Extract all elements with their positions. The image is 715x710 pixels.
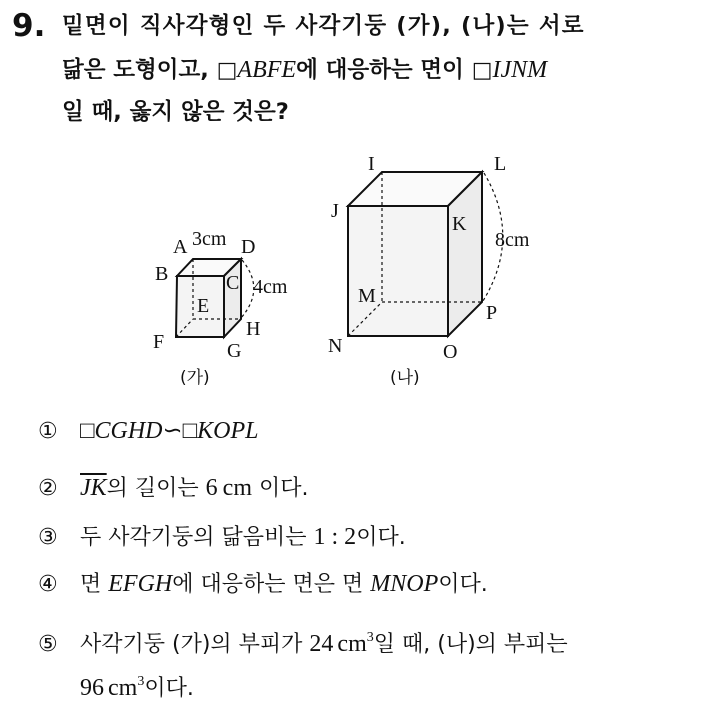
option-2-unit: cm	[222, 475, 252, 501]
large-prism	[348, 172, 503, 336]
question-line-3: 일 때, 옳지 않은 것은?	[62, 99, 289, 125]
square-symbol-2: □	[182, 418, 198, 444]
option-5-line-2	[80, 665, 194, 706]
label-G: G	[227, 340, 242, 362]
option-3-text: 두 사각기둥의 닮음비는	[80, 525, 314, 550]
option-2-tail: 이다.	[252, 476, 309, 501]
caption-ga: (가)	[180, 368, 210, 388]
similar-symbol: ∽	[162, 418, 183, 444]
dim-side-large: 8cm	[495, 229, 530, 251]
option-1[interactable]	[38, 414, 258, 449]
label-F: F	[153, 331, 165, 353]
option-4-tail: 이다.	[438, 572, 488, 597]
label-M: M	[358, 285, 376, 307]
option-1-mark: ①	[38, 419, 58, 444]
option-2-value: 6	[205, 475, 218, 501]
question-line-2	[62, 50, 547, 91]
option-2-mark: ②	[38, 476, 58, 501]
label-P: P	[486, 302, 498, 324]
label-H: H	[246, 318, 261, 340]
face-efgh: EFGH	[108, 571, 173, 597]
question-line-2-text: 닮은 도형이고,	[62, 57, 217, 83]
question-line-2-mid: 에 대응하는 면이	[296, 57, 472, 83]
face-kopl: KOPL	[197, 418, 259, 444]
volume-ga-exponent: 3	[366, 630, 374, 645]
option-3[interactable]	[38, 520, 406, 555]
option-4-mark: ④	[38, 572, 58, 597]
face-cghd: CGHD	[94, 418, 163, 444]
label-N: N	[328, 335, 343, 357]
label-A: A	[173, 236, 188, 258]
small-prism	[176, 259, 254, 337]
label-C: C	[226, 272, 240, 294]
square-symbol: □	[80, 418, 95, 444]
option-4-text: 면	[80, 572, 109, 597]
label-E: E	[197, 295, 210, 317]
dim-side-small: 4cm	[253, 276, 288, 298]
volume-ga-unit: cm	[337, 631, 367, 657]
option-5-mid: 일 때, (나)의 부피는	[373, 632, 568, 657]
option-5-text: 사각기둥 (가)의 부피가	[80, 632, 310, 657]
label-L: L	[494, 153, 507, 175]
option-2-text: 의 길이는	[106, 476, 206, 501]
option-3-tail: 이다.	[356, 525, 406, 550]
volume-na-exponent: 3	[137, 674, 145, 689]
question-line-1: 밑면이 직사각형인 두 사각기둥 (가), (나)는 서로	[62, 13, 585, 39]
face-ijnm: IJNM	[492, 57, 548, 83]
large-front-face	[348, 206, 448, 336]
dim-top-small: 3cm	[192, 228, 227, 250]
option-5-tail: 이다.	[144, 676, 194, 701]
face-mnop: MNOP	[370, 571, 439, 597]
question-number: 9.	[12, 8, 46, 44]
square-symbol-2: □	[471, 58, 493, 83]
volume-na-unit: cm	[108, 675, 138, 701]
label-B: B	[155, 263, 169, 285]
face-abfe: ABFE	[237, 57, 297, 83]
square-symbol: □	[216, 58, 238, 83]
option-2[interactable]	[38, 471, 309, 506]
option-3-ratio: 1 : 2	[313, 524, 357, 550]
label-I: I	[368, 153, 375, 175]
prism-figure	[140, 152, 560, 402]
option-3-mark: ③	[38, 525, 58, 550]
label-J: J	[331, 200, 339, 222]
option-4-mid: 에 대응하는 면은 면	[172, 572, 371, 597]
caption-na: (나)	[390, 368, 420, 388]
volume-ga-value: 24	[309, 631, 334, 657]
volume-na-value: 96	[80, 675, 104, 701]
option-4[interactable]	[38, 567, 488, 602]
label-D: D	[241, 236, 256, 258]
label-O: O	[443, 341, 458, 363]
segment-jk: $\overline{JK}$	[80, 475, 107, 501]
option-5-mark: ⑤	[38, 632, 58, 657]
option-5[interactable]	[38, 621, 568, 662]
label-K: K	[452, 213, 467, 235]
